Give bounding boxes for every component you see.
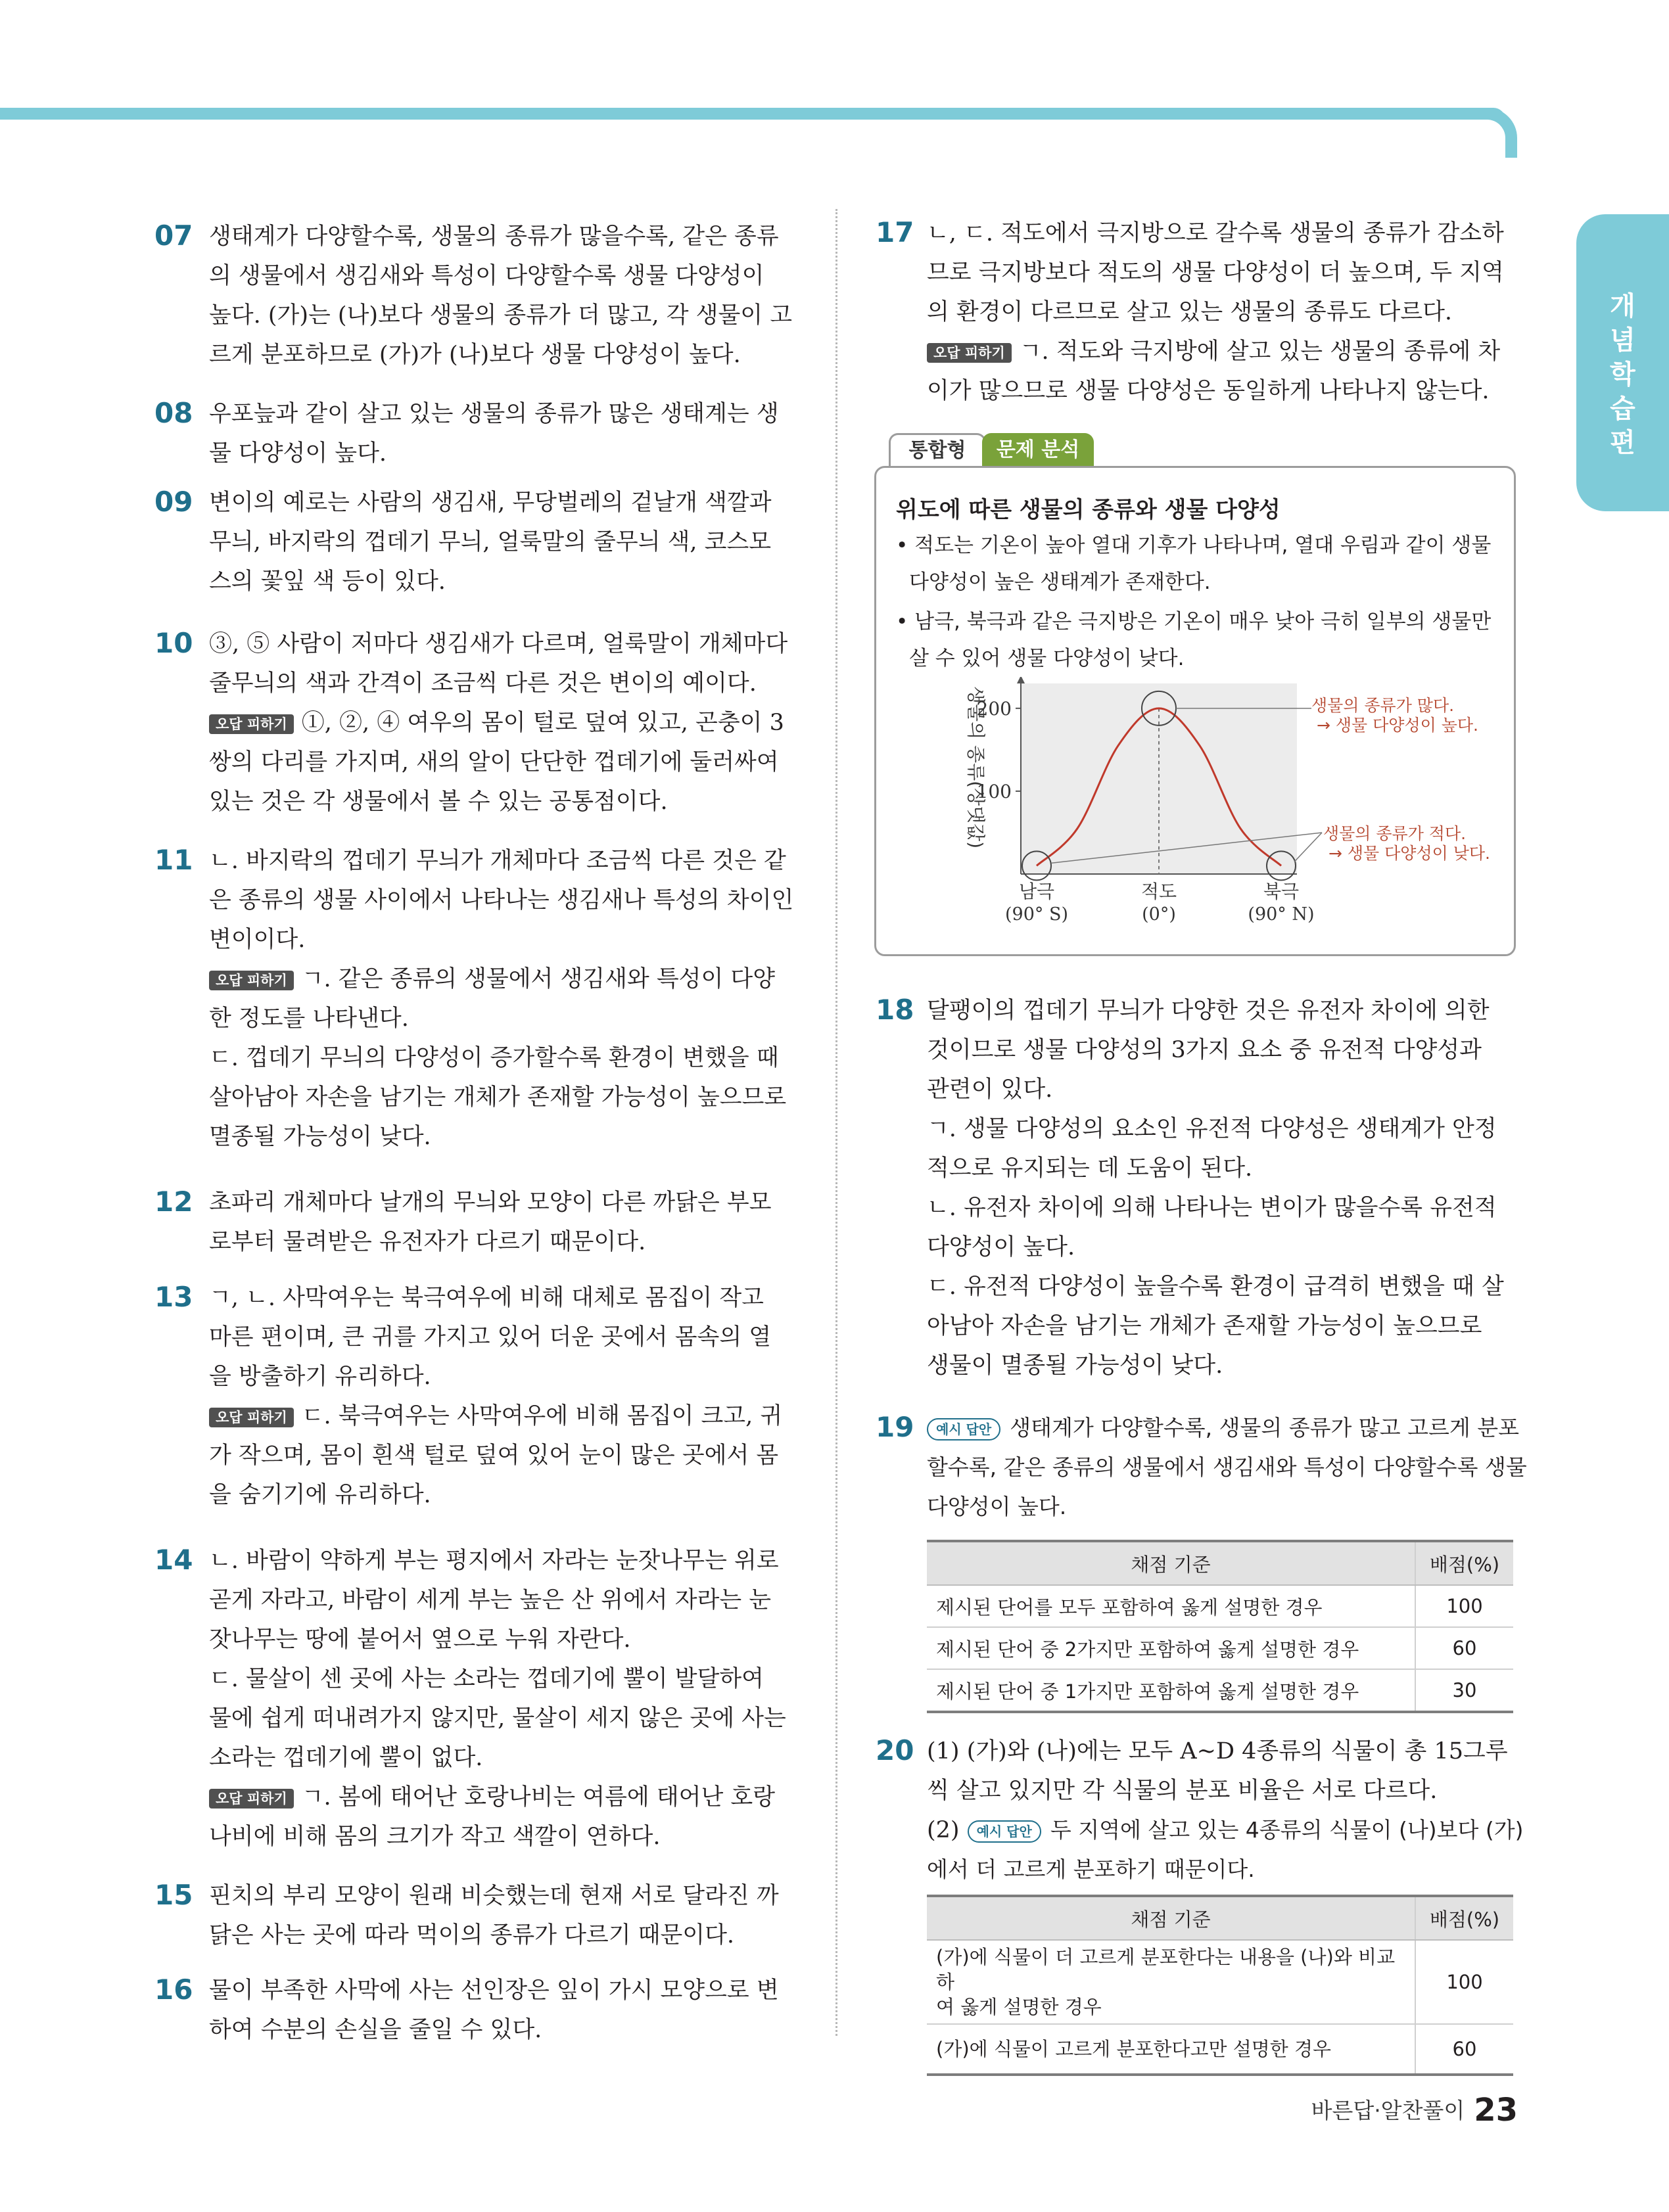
question-number: 17 [876,216,914,248]
answer-explanation [927,1408,1527,1527]
table-header-row [927,1541,1513,1585]
example-answer-line [927,1810,1524,1850]
answer-explanation [209,1183,801,1262]
example-answer-text: 다양성이 높다. [927,1494,1067,1519]
question-number: 19 [876,1411,914,1443]
table-row [927,1627,1513,1669]
explanation-line: 스의 꽃잎 색 등이 있다. [209,568,446,595]
y-axis-arrow [1017,677,1025,683]
question-number: 13 [154,1281,193,1313]
section-tab-char: 학 [1610,359,1635,390]
example-answer-badge: 예시 답안 [927,1418,1000,1440]
explanation-line: 씩 살고 있지만 각 식물의 분포 비율은 서로 다르다. [927,1778,1438,1804]
example-answer-text: 할수록, 같은 종류의 생물에서 생김새와 특성이 다양할수록 생물 [927,1454,1527,1480]
points-cell: 60 [1415,2024,1513,2075]
wrong-answer-text: 있는 것은 각 생물에서 볼 수 있는 공통점이다. [209,789,668,815]
footer-label: 바른답·알찬풀이 [1311,2098,1465,2123]
example-answer-text: 두 지역에 살고 있는 4종류의 식물이 (나)보다 (가) [1050,1817,1524,1843]
wrong-answer-line [209,1396,801,1436]
example-answer-text: 에서 더 고르게 분포하기 때문이다. [927,1856,1255,1882]
explanation-line: 르게 분포하므로 (가)가 (나)보다 생물 다양성이 높다. [209,342,741,368]
explanation-line: ㄴ. 유전자 차이에 의해 나타나는 변이가 많을수록 유전적 [927,1195,1497,1221]
wrong-answer-line [209,1117,801,1157]
example-answer-line [927,1408,1518,1448]
explanation-line: 무늬, 바지락의 껍데기 무늬, 얼룩말의 줄무늬 색, 코스모 [209,529,772,555]
wrong-answer-text: ㄷ. 껍데기 무늬의 다양성이 증가할수록 환경이 변했을 때 [209,1045,779,1071]
explanation-line: 생물이 멸종될 가능성이 낮다. [927,1352,1223,1379]
wrong-answer-badge: 오답 피하기 [209,1789,294,1809]
explanation-line: 마른 편이며, 큰 귀를 가지고 있어 더운 곳에서 몸속의 열 [209,1324,772,1350]
explanation-line: 핀치의 부리 모양이 원래 비슷했는데 현재 서로 달라진 까 [209,1883,779,1909]
column-divider [835,209,837,2036]
analysis-bullet: 살 수 있어 생물 다양성이 낮다. [909,647,1185,670]
tab-integrated: 통합형 [889,433,986,467]
question-number: 10 [154,627,193,659]
wrong-answer-badge: 오답 피하기 [209,1408,294,1427]
points-cell: 100 [1415,1940,1513,2024]
question-number: 08 [154,397,193,429]
explanation-line: (1) (가)와 (나)에는 모두 A~D 4종류의 식물이 총 15그루 [927,1738,1508,1764]
answer-explanation [927,214,1518,411]
wrong-answer-text: 살아남아 자손을 남기는 개체가 존재할 가능성이 높으므로 [209,1084,787,1111]
answer-explanation [209,1541,801,1856]
annotation-leader-low [1294,833,1322,862]
question-number: 14 [154,1544,193,1576]
points-cell: 30 [1415,1669,1513,1712]
wrong-answer-text: 나비에 비해 몸의 크기가 작고 색깔이 연하다. [209,1824,661,1850]
answer-explanation [209,1876,801,1955]
analysis-bullet: • 남극, 북극과 같은 극지방은 기온이 매우 낮아 극히 일부의 생물만 [896,610,1492,634]
wrong-answer-badge: 오답 피하기 [209,714,294,734]
top-banner-curve [1487,108,1517,158]
table-row [927,2024,1513,2075]
wrong-answer-line [209,1817,801,1856]
sub-question-label: (2) [927,1817,960,1843]
wrong-answer-text: ㄱ. 봄에 태어난 호랑나비는 여름에 태어난 호랑 [301,1784,776,1810]
wrong-answer-text: ㄱ. 같은 종류의 생물에서 생김새와 특성이 다양 [301,966,776,992]
section-tab [1576,214,1669,511]
section-tab-char: 념 [1610,325,1635,356]
explanation-line: 은 종류의 생물 사이에서 나타나는 생김새나 특성의 차이인 [209,887,794,913]
wrong-answer-text: 멸종될 가능성이 낮다. [209,1124,431,1150]
x-tick-sublabel: (90° S) [1004,904,1069,925]
x-tick-label: 적도 [1140,881,1177,902]
explanation-line: 관련이 있다. [927,1076,1053,1103]
y-tick-label: 200 [976,697,1012,720]
question-number: 12 [154,1186,193,1218]
scoring-table [927,1540,1513,1713]
table-row [927,1940,1513,2024]
answer-explanation [927,1732,1524,1889]
explanation-line: 소라는 껍데기에 뿔이 없다. [209,1745,483,1771]
scoring-table [927,1895,1513,2076]
explanation-line: 곧게 자라고, 바람이 세게 부는 높은 산 위에서 자라는 눈 [209,1587,772,1613]
criteria-line: (가)에 식물이 더 고르게 분포한다는 내용을 (나)와 비교하 [936,1946,1396,1993]
question-number: 09 [154,486,193,518]
wrong-answer-badge: 오답 피하기 [927,343,1012,363]
explanation-line: 물 다양성이 높다. [209,440,387,467]
wrong-answer-text: ㄱ. 적도와 극지방에 살고 있는 생물의 종류에 차 [1019,338,1501,365]
explanation-line: 닭은 사는 곳에 따라 먹이의 종류가 다르기 때문이다. [209,1922,735,1948]
example-answer-text: 생태계가 다양할수록, 생물의 종류가 많고 고르게 분포 [1010,1415,1519,1440]
explanation-line: 물이 부족한 사막에 사는 선인장은 잎이 가시 모양으로 변 [209,1977,779,2004]
analysis-box [874,466,1516,956]
example-answer-line [927,1487,1518,1527]
wrong-answer-line [927,332,1518,371]
criteria-cell [927,2024,1415,2075]
table-row [927,1585,1513,1627]
explanation-line: 잣나무는 땅에 붙어서 옆으로 누워 자란다. [209,1626,631,1653]
wrong-answer-text: 을 숨기기에 유리하다. [209,1482,431,1508]
explanation-line: ㄷ. 물살이 센 곳에 사는 소라는 껍데기에 뿔이 발달하여 [209,1666,764,1692]
header-points: 배점(%) [1415,1896,1513,1940]
answer-explanation [927,991,1518,1385]
explanation-line: 하여 수분의 손실을 줄일 수 있다. [209,2017,542,2043]
header-criteria: 채점 기준 [927,1541,1415,1585]
page-footer [1311,2092,1518,2129]
explanation-line: ㄴ. 바지락의 껍데기 무늬가 개체마다 조금씩 다른 것은 같 [209,848,786,874]
wrong-answer-line [209,1778,801,1817]
explanation-line: ㄱ, ㄴ. 사막여우는 북극여우에 비해 대체로 몸집이 작고 [209,1285,764,1311]
wrong-answer-text: 가 작으며, 몸이 흰색 털로 덮여 있어 눈이 많은 곳에서 몸 [209,1442,779,1469]
section-tab-char: 편 [1610,428,1635,458]
annotation-low-text: 생물의 종류가 적다. [1323,823,1467,843]
table-header-row [927,1896,1513,1940]
explanation-line: 을 방출하기 유리하다. [209,1364,431,1390]
latitude-diversity-chart [876,677,1514,953]
explanation-line: 아남아 자손을 남기는 개체가 존재할 가능성이 높으므로 [927,1313,1482,1339]
top-banner-bar [0,108,1505,120]
wrong-answer-line [209,743,801,782]
wrong-answer-text: 이가 많으므로 생물 다양성은 동일하게 나타나지 않는다. [927,378,1490,404]
section-tab-char: 개 [1610,291,1635,321]
answer-explanation [209,394,801,473]
x-tick-label: 남극 [1018,881,1055,902]
answer-explanation [209,624,801,821]
wrong-answer-line [209,782,801,821]
wrong-answer-line [209,999,801,1038]
table-row [927,1669,1513,1712]
y-tick-label: 100 [976,780,1012,802]
explanation-line: 생태계가 다양할수록, 생물의 종류가 많을수록, 같은 종류 [209,223,779,250]
explanation-line: 것이므로 생물 다양성의 3가지 요소 중 유전적 다양성과 [927,1037,1482,1063]
explanation-line: 초파리 개체마다 날개의 무늬와 모양이 다른 까닭은 부모 [209,1189,772,1216]
wrong-answer-text: ㄷ. 북극여우는 사막여우에 비해 몸집이 크고, 귀 [301,1403,783,1429]
x-tick-sublabel: (90° N) [1248,904,1315,925]
criteria-line: (가)에 식물이 고르게 분포한다고만 설명한 경우 [936,2038,1331,2060]
question-number: 16 [154,1973,193,2006]
criteria-cell: 제시된 단어 중 2가지만 포함하여 옳게 설명한 경우 [927,1627,1415,1669]
explanation-line: 변이의 예로는 사람의 생김새, 무당벌레의 겉날개 색깔과 [209,490,772,516]
explanation-line: 므로 극지방보다 적도의 생물 다양성이 더 높으며, 두 지역 [927,260,1504,286]
criteria-line: 여 옳게 설명한 경우 [936,1996,1102,2018]
explanation-line: ㄴ. 바람이 약하게 부는 평지에서 자라는 눈잣나무는 위로 [209,1548,779,1574]
answer-explanation [209,483,801,601]
explanation-line: 변이이다. [209,927,306,953]
annotation-low-text: → 생물 다양성이 낮다. [1328,843,1490,863]
explanation-line: 우포늪과 같이 살고 있는 생물의 종류가 많은 생태계는 생 [209,401,779,427]
tab-problem-analysis: 문제 분석 [982,433,1094,467]
explanation-line: ③, ⑤ 사람이 저마다 생김새가 다르며, 얼룩말이 개체마다 [209,631,788,657]
y-axis-label: 생물의 종류(상댓값) [965,686,987,849]
wrong-answer-line [209,1038,801,1078]
page-number: 23 [1474,2092,1518,2129]
annotation-high-text: 생물의 종류가 많다. [1311,695,1455,715]
x-tick-label: 북극 [1263,881,1300,902]
example-answer-line [927,1448,1527,1487]
explanation-line: 적으로 유지되는 데 도움이 된다. [927,1155,1253,1182]
wrong-answer-line [927,371,1518,411]
wrong-answer-line [209,1078,801,1117]
wrong-answer-badge: 오답 피하기 [209,971,294,990]
question-number: 20 [876,1734,914,1766]
answer-explanation [209,1278,801,1515]
points-cell: 60 [1415,1627,1513,1669]
wrong-answer-text: 한 정도를 나타낸다. [209,1005,409,1032]
criteria-cell [927,1940,1415,2024]
header-criteria: 채점 기준 [927,1896,1415,1940]
wrong-answer-line [209,1475,801,1515]
question-number: 15 [154,1879,193,1911]
wrong-answer-text: ①, ②, ④ 여우의 몸이 털로 덮여 있고, 곤충이 3 [301,710,784,736]
x-tick-sublabel: (0°) [1142,904,1176,925]
question-number: 18 [876,994,914,1026]
explanation-line: 물에 쉽게 떠내려가지 않지만, 물살이 세지 않은 곳에 사는 [209,1705,786,1732]
explanation-line: ㄱ. 생물 다양성의 요소인 유전적 다양성은 생태계가 안정 [927,1116,1497,1142]
analysis-bullet: • 적도는 기온이 높아 열대 기후가 나타나며, 열대 우림과 같이 생물 [896,534,1492,557]
header-points: 배점(%) [1415,1541,1513,1585]
answer-explanation [209,1971,801,2050]
explanation-line: 의 환경이 다르므로 살고 있는 생물의 종류도 다르다. [927,299,1453,325]
explanation-line: 줄무늬의 색과 간격이 조금씩 다른 것은 변이의 예이다. [209,670,757,697]
annotation-high-text: → 생물 다양성이 높다. [1317,715,1478,735]
explanation-line: 다양성이 높다. [927,1234,1075,1260]
explanation-line: 높다. (가)는 (나)보다 생물의 종류가 더 많고, 각 생물이 고 [209,302,793,329]
criteria-cell: 제시된 단어 중 1가지만 포함하여 옳게 설명한 경우 [927,1669,1415,1712]
explanation-line: 로부터 물려받은 유전자가 다르기 때문이다. [209,1229,646,1255]
analysis-title: 위도에 따른 생물의 종류와 생물 다양성 [896,497,1281,523]
explanation-line: ㄴ, ㄷ. 적도에서 극지방으로 갈수록 생물의 종류가 감소하 [927,220,1504,246]
example-answer-badge: 예시 답안 [968,1820,1041,1843]
explanation-line: 의 생물에서 생김새와 특성이 다양할수록 생물 다양성이 [209,263,764,289]
wrong-answer-text: 쌍의 다리를 가지며, 새의 알이 단단한 껍데기에 둘러싸여 [209,749,779,775]
section-tab-char: 습 [1610,394,1635,424]
question-number: 07 [154,219,193,252]
criteria-cell: 제시된 단어를 모두 포함하여 옳게 설명한 경우 [927,1585,1415,1627]
analysis-bullet: 다양성이 높은 생태계가 존재한다. [909,570,1211,594]
wrong-answer-line [209,703,801,743]
explanation-line: ㄷ. 유전적 다양성이 높을수록 환경이 급격히 변했을 때 살 [927,1274,1504,1300]
example-answer-line [927,1850,1518,1889]
points-cell: 100 [1415,1585,1513,1627]
explanation-line: 달팽이의 껍데기 무늬가 다양한 것은 유전자 차이에 의한 [927,998,1490,1024]
answer-explanation [209,841,801,1157]
question-number: 11 [154,844,193,876]
answer-explanation [209,217,801,375]
wrong-answer-line [209,959,801,999]
wrong-answer-line [209,1436,801,1475]
